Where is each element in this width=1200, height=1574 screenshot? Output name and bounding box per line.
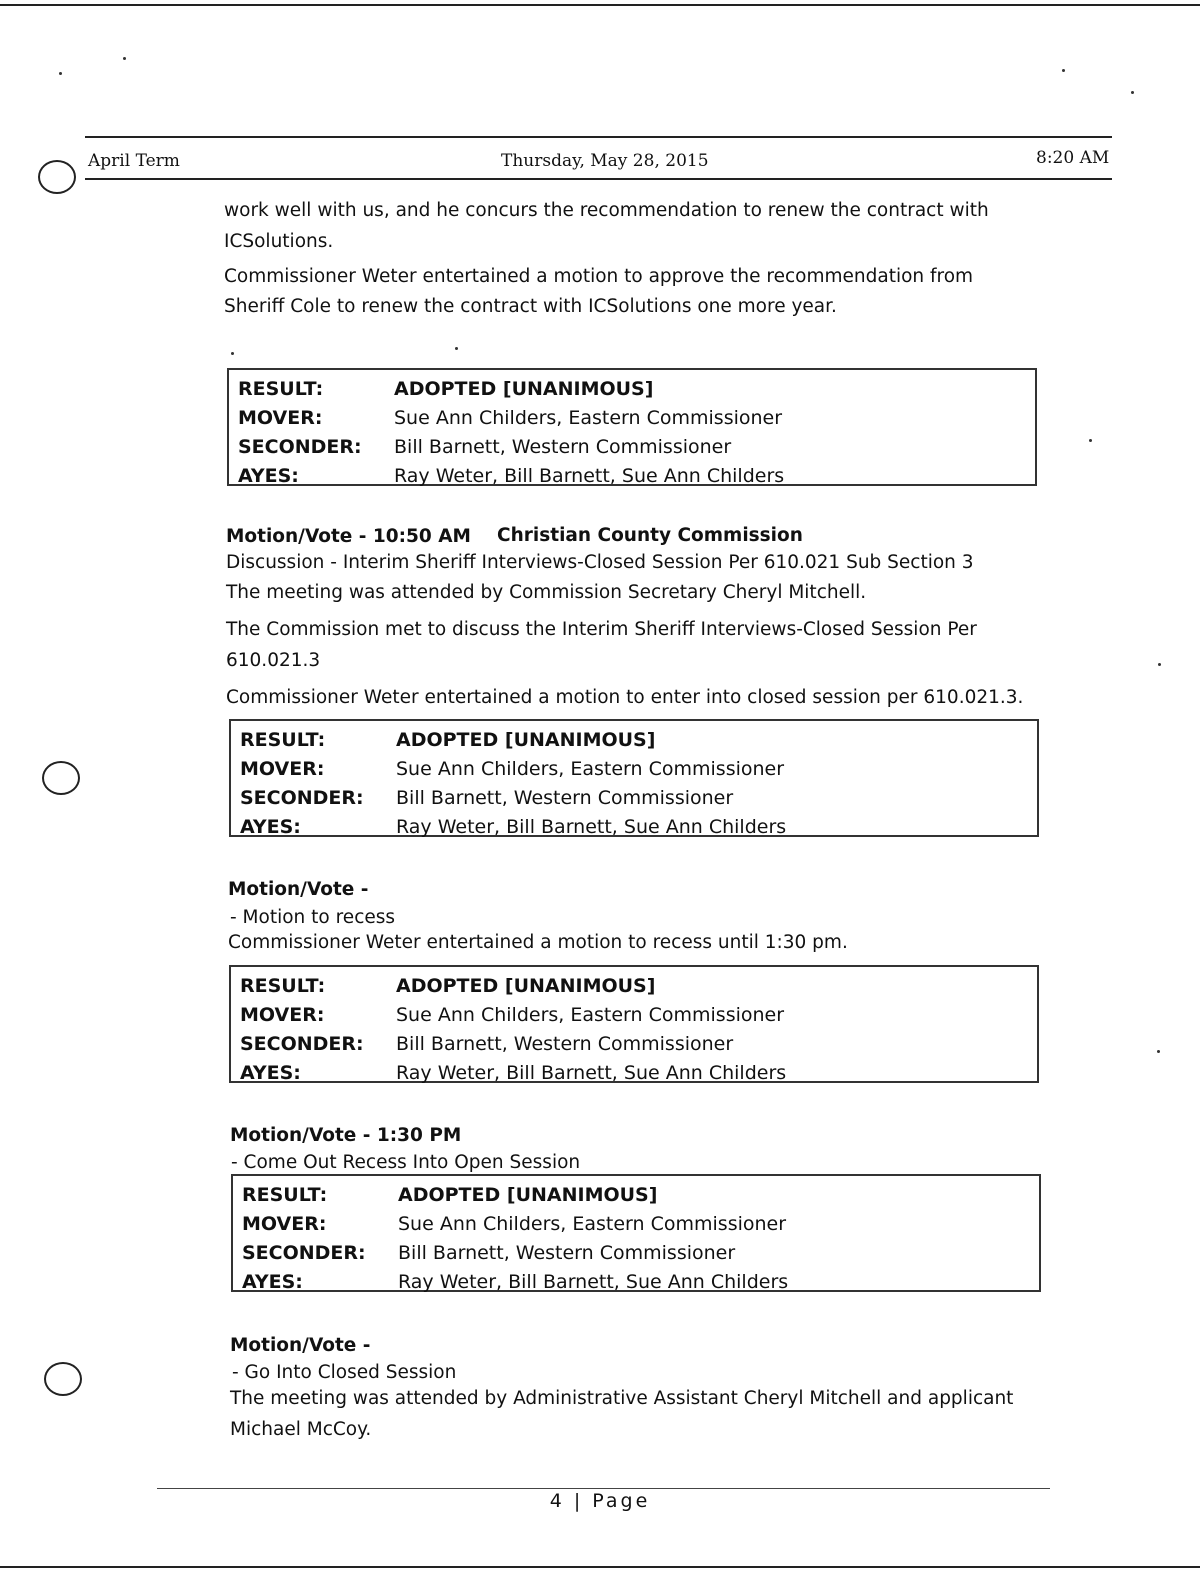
section-5-attended-line-1: The meeting was attended by Administrative Assistant Cheryl Mitchell and applicant (230, 1388, 1014, 1409)
section-2-heading: Motion/Vote - 10:50 AM (226, 526, 471, 547)
vote-label-mover: MOVER: (240, 758, 325, 780)
vote-result: ADOPTED [UNANIMOUS] (396, 729, 656, 751)
vote-seconder: Bill Barnett, Western Commissioner (394, 436, 732, 458)
vote-label-result: RESULT: (240, 975, 326, 997)
scan-speck (1131, 91, 1134, 94)
section-5-heading: Motion/Vote - (230, 1335, 371, 1356)
intro-motion-line-2: Sheriff Cole to renew the contract with ICSolutions one more year. (224, 296, 837, 317)
header-date: Thursday, May 28, 2015 (501, 151, 709, 171)
punch-hole (44, 1362, 82, 1396)
vote-mover: Sue Ann Childers, Eastern Commissioner (398, 1213, 787, 1235)
vote-label-result: RESULT: (240, 729, 326, 751)
vote-label-seconder: SECONDER: (242, 1242, 366, 1264)
vote-label-mover: MOVER: (242, 1213, 327, 1235)
footer-rule (157, 1488, 1050, 1489)
scan-edge-bottom (0, 1566, 1200, 1568)
vote-label-ayes: AYES: (240, 1062, 301, 1084)
intro-motion-line-1: Commissioner Weter entertained a motion to approve the recommendation from (224, 266, 974, 287)
vote-label-ayes: AYES: (240, 816, 301, 838)
vote-row-mover (240, 755, 1037, 784)
section-3-item: - Motion to recess (230, 907, 396, 928)
vote-row-result (240, 972, 1037, 1001)
vote-row-seconder (240, 784, 1037, 813)
section-2-discussion: Discussion - Interim Sheriff Interviews-Closed Session Per 610.021 Sub Section 3 (226, 552, 974, 573)
vote-mover: Sue Ann Childers, Eastern Commissioner (394, 407, 783, 429)
scan-speck (231, 352, 234, 355)
intro-line-2: ICSolutions. (224, 231, 334, 252)
vote-label-result: RESULT: (238, 378, 324, 400)
scan-speck (123, 57, 126, 60)
section-3-heading: Motion/Vote - (228, 879, 369, 900)
vote-label-seconder: SECONDER: (240, 1033, 364, 1055)
scan-speck (59, 72, 62, 75)
vote-seconder: Bill Barnett, Western Commissioner (396, 1033, 734, 1055)
vote-box-4 (231, 1174, 1041, 1292)
vote-row-seconder (242, 1239, 1039, 1268)
scan-speck (455, 347, 458, 350)
page-number: 4 | Page (549, 1490, 651, 1512)
vote-label-seconder: SECONDER: (238, 436, 362, 458)
vote-row-result (242, 1181, 1039, 1210)
header-time: 8:20 AM (1036, 148, 1110, 168)
scan-speck (1158, 663, 1161, 666)
vote-box-1 (227, 368, 1037, 486)
section-4-heading: Motion/Vote - 1:30 PM (230, 1125, 462, 1146)
vote-row-ayes (238, 462, 1035, 491)
scan-speck (1157, 1050, 1160, 1053)
vote-row-mover (238, 404, 1035, 433)
vote-result: ADOPTED [UNANIMOUS] (394, 378, 654, 400)
vote-ayes: Ray Weter, Bill Barnett, Sue Ann Childers (396, 1062, 787, 1084)
section-5-item: - Go Into Closed Session (232, 1362, 457, 1383)
vote-label-mover: MOVER: (238, 407, 323, 429)
section-2-attended: The meeting was attended by Commission Secretary Cheryl Mitchell. (226, 582, 867, 603)
vote-row-mover (242, 1210, 1039, 1239)
vote-row-ayes (240, 813, 1037, 842)
vote-row-ayes (240, 1059, 1037, 1088)
vote-seconder: Bill Barnett, Western Commissioner (396, 787, 734, 809)
vote-mover: Sue Ann Childers, Eastern Commissioner (396, 758, 785, 780)
vote-result: ADOPTED [UNANIMOUS] (396, 975, 656, 997)
vote-row-mover (240, 1001, 1037, 1030)
vote-ayes: Ray Weter, Bill Barnett, Sue Ann Childers (398, 1271, 789, 1293)
punch-hole (42, 761, 80, 795)
header-term: April Term (88, 151, 180, 171)
vote-label-ayes: AYES: (242, 1271, 303, 1293)
vote-label-mover: MOVER: (240, 1004, 325, 1026)
scan-speck (1089, 439, 1092, 442)
section-2-organization: Christian County Commission (497, 525, 803, 546)
vote-seconder: Bill Barnett, Western Commissioner (398, 1242, 736, 1264)
vote-ayes: Ray Weter, Bill Barnett, Sue Ann Childers (396, 816, 787, 838)
punch-hole (38, 160, 76, 194)
vote-label-ayes: AYES: (238, 465, 299, 487)
vote-mover: Sue Ann Childers, Eastern Commissioner (396, 1004, 785, 1026)
intro-line-1: work well with us, and he concurs the recommendation to renew the contract with (224, 200, 989, 221)
section-2-motion: Commissioner Weter entertained a motion to enter into closed session per 610.021.3. (226, 687, 1024, 708)
header-rule-top (85, 136, 1112, 138)
section-2-met-line-1: The Commission met to discuss the Interim Sheriff Interviews-Closed Session Per (226, 619, 977, 640)
scan-speck (1062, 69, 1065, 72)
vote-label-result: RESULT: (242, 1184, 328, 1206)
scan-edge-top (0, 4, 1200, 6)
section-4-item: - Come Out Recess Into Open Session (231, 1152, 581, 1173)
vote-row-ayes (242, 1268, 1039, 1297)
vote-ayes: Ray Weter, Bill Barnett, Sue Ann Childers (394, 465, 785, 487)
vote-row-seconder (240, 1030, 1037, 1059)
vote-box-3 (229, 965, 1039, 1083)
vote-row-result (240, 726, 1037, 755)
vote-row-result (238, 375, 1035, 404)
vote-row-seconder (238, 433, 1035, 462)
header-rule-bottom (85, 178, 1112, 180)
section-2-met-line-2: 610.021.3 (226, 650, 321, 671)
section-3-motion: Commissioner Weter entertained a motion to recess until 1:30 pm. (228, 932, 848, 953)
section-5-attended-line-2: Michael McCoy. (230, 1419, 372, 1440)
vote-label-seconder: SECONDER: (240, 787, 364, 809)
vote-box-2 (229, 719, 1039, 837)
vote-result: ADOPTED [UNANIMOUS] (398, 1184, 658, 1206)
